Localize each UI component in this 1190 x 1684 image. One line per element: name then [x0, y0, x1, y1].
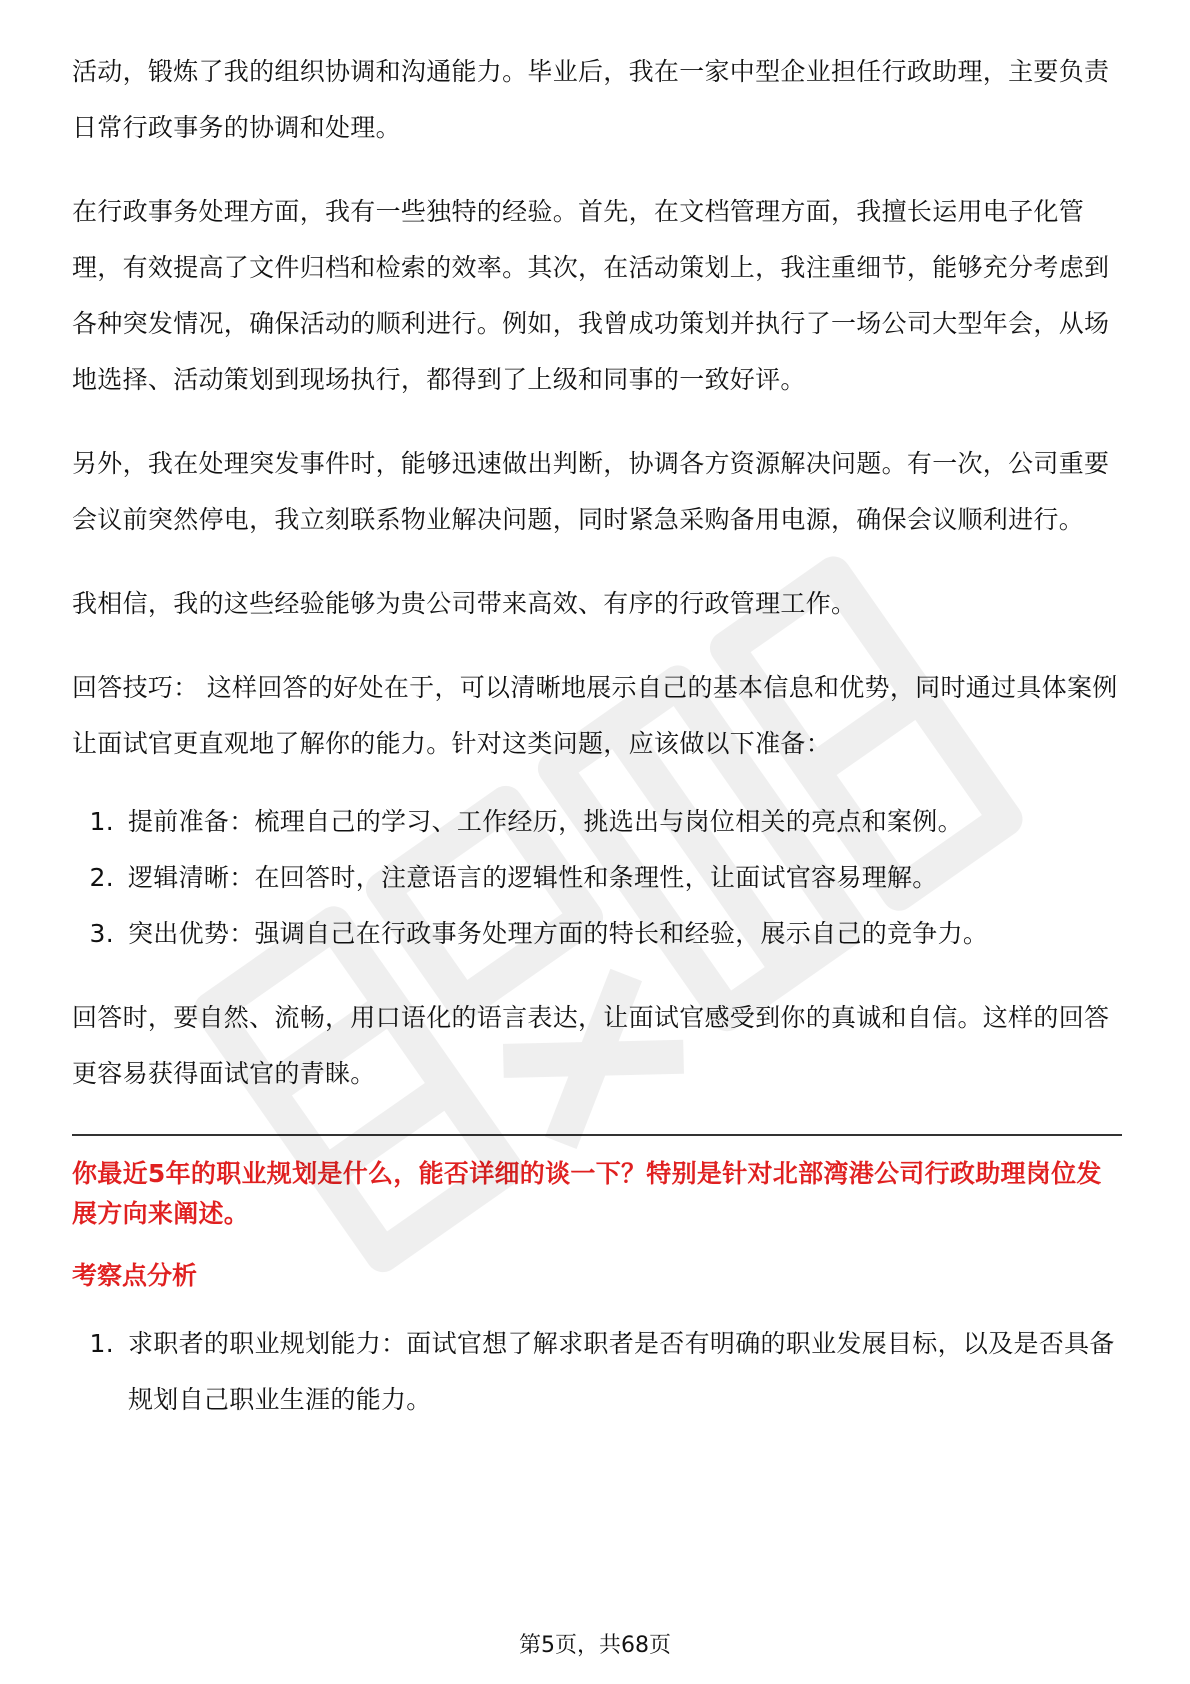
- analysis-list: [72, 1316, 1122, 1428]
- paragraph-experience-intro: 活动，锻炼了我的组织协调和沟通能力。毕业后，我在一家中型企业担任行政助理，主要负责日常行政事务的协调和处理。: [72, 57, 1110, 142]
- list-item-text: 提前准备：梳理自己的学习、工作经历，挑选出与岗位相关的亮点和案例。: [128, 807, 963, 836]
- paragraph-admin-experience: 在行政事务处理方面，我有一些独特的经验。首先，在文档管理方面，我擅长运用电子化管理，有效提高了文件归档和检索的效率。其次，在活动策划上，我注重细节，能够充分考虑到各种突发情况，确保活动的顺利进行。例如，我曾成功策划并执行了一场公司大型年会，从场地选择、活动策划到现场执行，都得到了上级和同事的一致好评。: [72, 197, 1110, 394]
- list-item-number: 3.: [89, 919, 114, 948]
- list-item-text: 突出优势：强调自己在行政事务处理方面的特长和经验，展示自己的竞争力。: [128, 919, 989, 948]
- list-item-number: 1.: [89, 1329, 114, 1358]
- document-page: [72, 44, 1122, 1456]
- list-item-text: 求职者的职业规划能力：面试官想了解求职者是否有明确的职业发展目标，以及是否具备规划自己职业生涯的能力。: [128, 1329, 1115, 1414]
- paragraph-answer-tips: 回答技巧： 这样回答的好处在于，可以清晰地展示自己的基本信息和优势，同时通过具体案例让面试官更直观地了解你的能力。针对这类问题，应该做以下准备：: [72, 673, 1118, 758]
- page-number-footer: 第5页，共68页: [519, 1633, 671, 1658]
- paragraph-conclusion: 我相信，我的这些经验能够为贵公司带来高效、有序的行政管理工作。: [72, 589, 857, 618]
- analysis-heading: 考察点分析: [72, 1261, 198, 1290]
- list-item: [72, 850, 1122, 906]
- list-item-number: 1.: [89, 807, 114, 836]
- paragraph-emergency-handling: 另外，我在处理突发事件时，能够迅速做出判断，协调各方资源解决问题。有一次，公司重要会议前突然停电，我立刻联系物业解决问题，同时紧急采购备用电源，确保会议顺利进行。: [72, 449, 1110, 534]
- list-item-number: 2.: [89, 863, 114, 892]
- tips-list: [72, 794, 1122, 962]
- list-item-text: 逻辑清晰：在回答时，注意语言的逻辑性和条理性，让面试官容易理解。: [128, 863, 938, 892]
- section-divider: [72, 1134, 1122, 1136]
- list-item: [72, 1316, 1122, 1428]
- paragraph-answer-delivery: 回答时，要自然、流畅，用口语化的语言表达，让面试官感受到你的真诚和自信。这样的回答更容易获得面试官的青睐。: [72, 1003, 1110, 1088]
- interview-question: 你最近5年的职业规划是什么，能否详细的谈一下？特别是针对北部湾港公司行政助理岗位发展方向来阐述。: [72, 1159, 1102, 1228]
- list-item: [72, 906, 1122, 962]
- list-item: [72, 794, 1122, 850]
